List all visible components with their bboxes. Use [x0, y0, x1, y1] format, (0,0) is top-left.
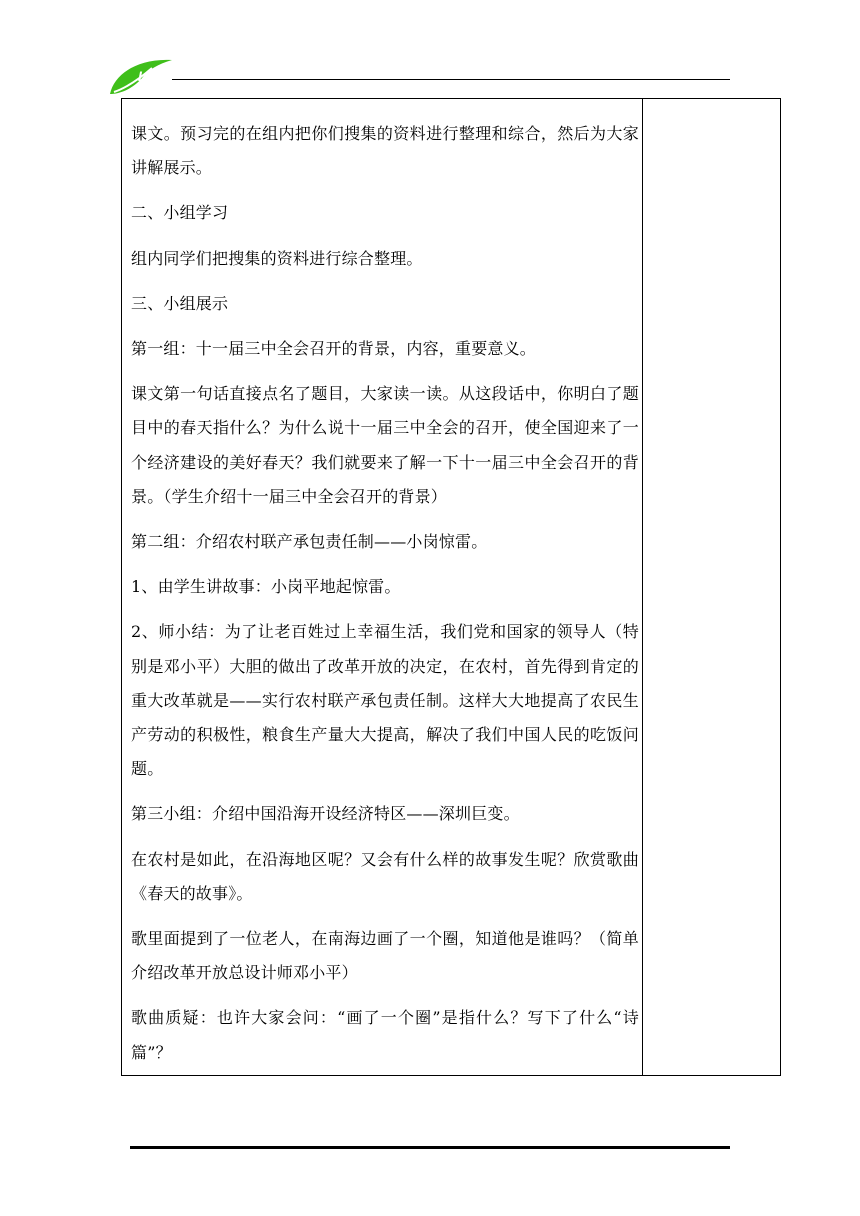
paragraph-group-two: 第二组：介绍农村联产承包责任制——小岗惊雷。 [131, 532, 488, 552]
paragraph-intro: 课文。预习完的在组内把你们搜集的资料进行整理和综合，然后为大家讲解展示。 [131, 124, 639, 178]
paragraph-group-study: 组内同学们把搜集的资料进行综合整理。 [131, 248, 423, 268]
paragraph-group-three: 第三小组：介绍中国沿海开设经济特区——深圳巨变。 [131, 804, 520, 824]
paragraph-spring-meaning: 课文第一句话直接点名了题目，大家读一读。从这段话中，你明白了题目中的春天指什么？为什么说十一届三中全会的召开，使全国迎来了一个经济建设的美好春天？我们就要来了解一下十一届三中全会召开的背景。（学生介绍十一届三中全会召开的背景） [131, 384, 639, 506]
header-logo [108, 54, 178, 98]
paragraph-group-one: 第一组：十一届三中全会召开的背景，内容，重要意义。 [131, 339, 537, 359]
heading-group-show: 三、小组展示 [131, 293, 229, 313]
paragraph-song-old-man: 歌里面提到了一位老人，在南海边画了一个圈，知道他是谁吗？（简单介绍改革开放总设计师邓小平） [131, 929, 639, 983]
logo-text: LGS [138, 68, 167, 84]
footer-rule [130, 1146, 730, 1149]
notes-cell [643, 99, 780, 1075]
paragraph-coastal: 在农村是如此，在沿海地区呢？又会有什么样的故事发生呢？欣赏歌曲《春天的故事》。 [131, 849, 639, 903]
lesson-content-cell [131, 117, 639, 1081]
header-rule [172, 79, 730, 80]
paragraph-teacher-summary: 2、师小结：为了让老百姓过上幸福生活，我们党和国家的领导人（特别是邓小平）大胆的做出了改革开放的决定，在农村，首先得到肯定的重大改革就是——实行农村联产承包责任制。这样大大地提高了农民生产劳动的积极性，粮食生产量大大提高，解决了我们中国人民的吃饭问题。 [131, 622, 639, 779]
paragraph-story: 1、由学生讲故事：小岗平地起惊雷。 [131, 577, 401, 597]
leaf-logo-icon [108, 54, 178, 98]
lesson-table [121, 98, 781, 1076]
heading-group-study: 二、小组学习 [131, 203, 229, 223]
paragraph-song-question: 歌曲质疑：也许大家会问：“画了一个圈”是指什么？写下了什么“诗篇”？ [131, 1008, 639, 1062]
